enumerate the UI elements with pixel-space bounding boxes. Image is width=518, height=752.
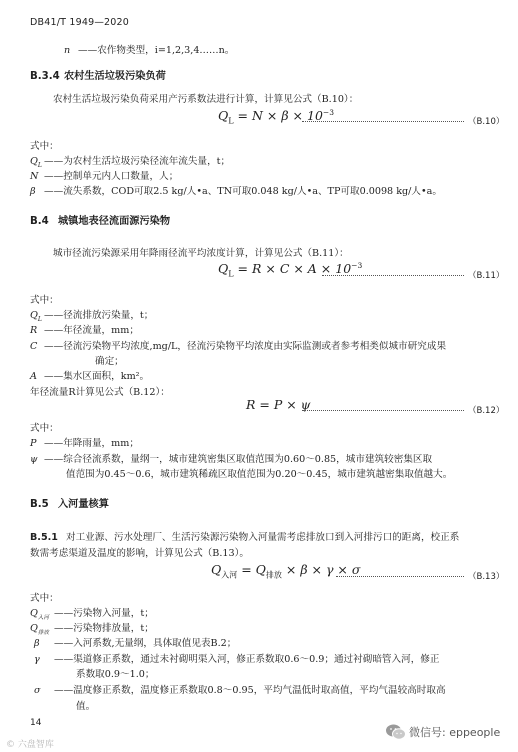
- def-text: ——集水区面积，km²。: [44, 371, 150, 382]
- where-label: 式中：: [30, 295, 59, 306]
- definition-symbol: n: [64, 45, 71, 56]
- leader-dots: [322, 275, 464, 276]
- def-text: ——年降雨量，mm；: [44, 438, 139, 449]
- section-title: 城镇地表径流面源污染物: [58, 216, 171, 227]
- def-text: ——温度修正系数，温度修正系数取0.8～0.95，平均气温低时取高值，平均气温较高时取高: [54, 685, 446, 696]
- section-heading-b5: [30, 495, 109, 510]
- def-symbol-sub: 入河: [37, 614, 49, 621]
- definition-row: [30, 368, 149, 382]
- section-number: B.4: [30, 216, 49, 227]
- def-text: ——渠道修正系数，通过未衬砌明渠入河，修正系数取0.6～0.9；通过衬砌暗管入河，修正: [54, 654, 440, 665]
- def-text: ——入河系数,无量纲，具体取值见表B.2；: [54, 638, 237, 649]
- section-title: 农村生活垃圾污染负荷: [64, 71, 166, 82]
- watermark-left: © 六盘智库: [6, 740, 54, 750]
- section-heading-b4: [30, 212, 170, 227]
- definition-row: [30, 307, 153, 323]
- section-heading-b34: [30, 67, 166, 82]
- def-symbol: A: [30, 371, 37, 382]
- def-text: ——综合径流系数，量纲一，城市建筑密集区取值范围为0.60～0.85，城市建筑较密集区取: [44, 454, 433, 465]
- standard-code: DB41/T 1949—2020: [30, 17, 129, 28]
- definition-row: [30, 435, 139, 449]
- where-label: 式中：: [30, 423, 59, 434]
- paragraph-b51: [30, 529, 459, 543]
- paragraph-line: 数需考虑渠道及温度的影响，计算见公式（B.13）。: [30, 548, 249, 559]
- def-text: ——径流排放污染量，t；: [44, 310, 154, 321]
- def-symbol: γ: [34, 654, 40, 665]
- definition-continuation: 值范围为0.45～0.6，城市建筑稀疏区取值范围为0.20～0.45，城市建筑越密集取值越大。: [66, 469, 453, 480]
- def-text: ——径流污染物平均浓度,mg/L，径流污染物平均浓度由实际监测或者参考相类似城市研究成果: [44, 341, 447, 352]
- definition-row: [30, 635, 236, 649]
- definition-row: [30, 451, 432, 465]
- def-symbol-sub: 排放: [37, 629, 49, 636]
- formula-b10: [218, 108, 334, 126]
- def-text: ——为农村生活垃圾污染径流年流失量，t；: [44, 156, 231, 167]
- paragraph-line: 对工业源、污水处理厂、生活污染源污染物入河量需考虑排放口到入河排污口的距离，校正系: [66, 532, 460, 543]
- def-symbol: σ: [34, 685, 41, 696]
- definition-row: [30, 651, 439, 665]
- definition-row: [30, 168, 178, 182]
- def-text: ——流失系数，COD可取2.5 kg/人•a、TN可取0.048 kg/人•a、TP可取0.0098 kg/人•a。: [44, 186, 442, 197]
- def-symbol: β: [34, 638, 40, 649]
- def-symbol: Q: [30, 608, 38, 619]
- paragraph-b34: 农村生活垃圾污染负荷采用产污系数法进行计算，计算见公式（B.10）：: [53, 94, 359, 105]
- def-symbol: Q: [30, 310, 38, 321]
- definition-continuation: 值。: [76, 701, 96, 712]
- def-symbol: β: [30, 186, 36, 197]
- definition-row: [30, 183, 442, 197]
- section-number: B.3.4: [30, 71, 60, 82]
- def-symbol: Q: [30, 623, 38, 634]
- equation-number-b10: （B.10）: [468, 117, 505, 127]
- equation-number-b12: （B.12）: [468, 406, 505, 416]
- def-symbol: N: [30, 171, 39, 182]
- section-title: 入河量核算: [58, 499, 109, 510]
- formula-rhs: = N × β × 10: [233, 108, 323, 124]
- formula-lhs: Q: [211, 562, 222, 577]
- formula-rhs: = R × C × A × 10: [233, 261, 352, 277]
- watermark-right: 微信号: eppeople: [409, 726, 501, 739]
- def-text: ——年径流量，mm；: [44, 325, 139, 336]
- runoff-paragraph: 年径流量R计算见公式（B.12）：: [30, 387, 170, 398]
- section-number: B.5: [30, 499, 49, 510]
- def-text: ——控制单元内人口数量，人；: [44, 171, 179, 182]
- formula-rhs: × β × γ × σ: [281, 562, 361, 577]
- leader-dots: [302, 410, 464, 411]
- def-symbol: Q: [30, 156, 38, 167]
- page-number: 14: [30, 718, 42, 728]
- formula-lhs-sub: 入河: [221, 570, 238, 580]
- formula-b12: R = P × ψ: [246, 397, 311, 412]
- definition-row: [30, 322, 139, 336]
- formula-lhs: Q: [218, 261, 229, 277]
- def-text: ——污染物排放量，t；: [54, 623, 154, 634]
- leader-dots: [302, 121, 464, 122]
- def-symbol-sub: L: [37, 161, 42, 169]
- equation-number-b11: （B.11）: [468, 271, 505, 281]
- definition-continuation: 系数取0.9～1.0；: [76, 669, 155, 680]
- definition-continuation: 确定；: [95, 356, 124, 367]
- formula-exponent: −3: [322, 108, 334, 117]
- definition-row: [30, 620, 154, 636]
- definition-row: [30, 605, 154, 621]
- formula-mid-sub: 排放: [265, 570, 282, 580]
- definition-n: [64, 42, 234, 56]
- definition-row: [30, 682, 446, 696]
- formula-lhs: Q: [218, 108, 229, 124]
- def-symbol: R: [30, 325, 38, 336]
- def-symbol: ψ: [30, 454, 38, 465]
- definition-text: ——农作物类型，i=1,2,3,4……n。: [78, 45, 235, 56]
- leader-dots: [336, 576, 464, 577]
- formula-b13: [211, 562, 360, 581]
- formula-lhs-sub: L: [228, 116, 234, 126]
- formula-b11: [218, 261, 362, 279]
- equation-number-b13: （B.13）: [468, 572, 505, 582]
- def-text: ——污染物入河量，t；: [54, 608, 154, 619]
- formula-exponent: −3: [351, 261, 363, 270]
- def-symbol: C: [30, 341, 38, 352]
- definition-row: [30, 153, 230, 169]
- def-symbol-sub: L: [37, 315, 42, 323]
- def-symbol: P: [30, 438, 37, 449]
- formula-lhs-sub: L: [228, 269, 234, 279]
- where-label: 式中：: [30, 593, 59, 604]
- formula-mid: = Q: [237, 562, 266, 577]
- where-label: 式中：: [30, 141, 59, 152]
- wechat-icon: [385, 723, 407, 741]
- section-number: B.5.1: [30, 532, 58, 543]
- definition-row: [30, 338, 446, 352]
- paragraph-b4: 城市径流污染源采用年降雨径流平均浓度计算，计算见公式（B.11）：: [53, 248, 349, 259]
